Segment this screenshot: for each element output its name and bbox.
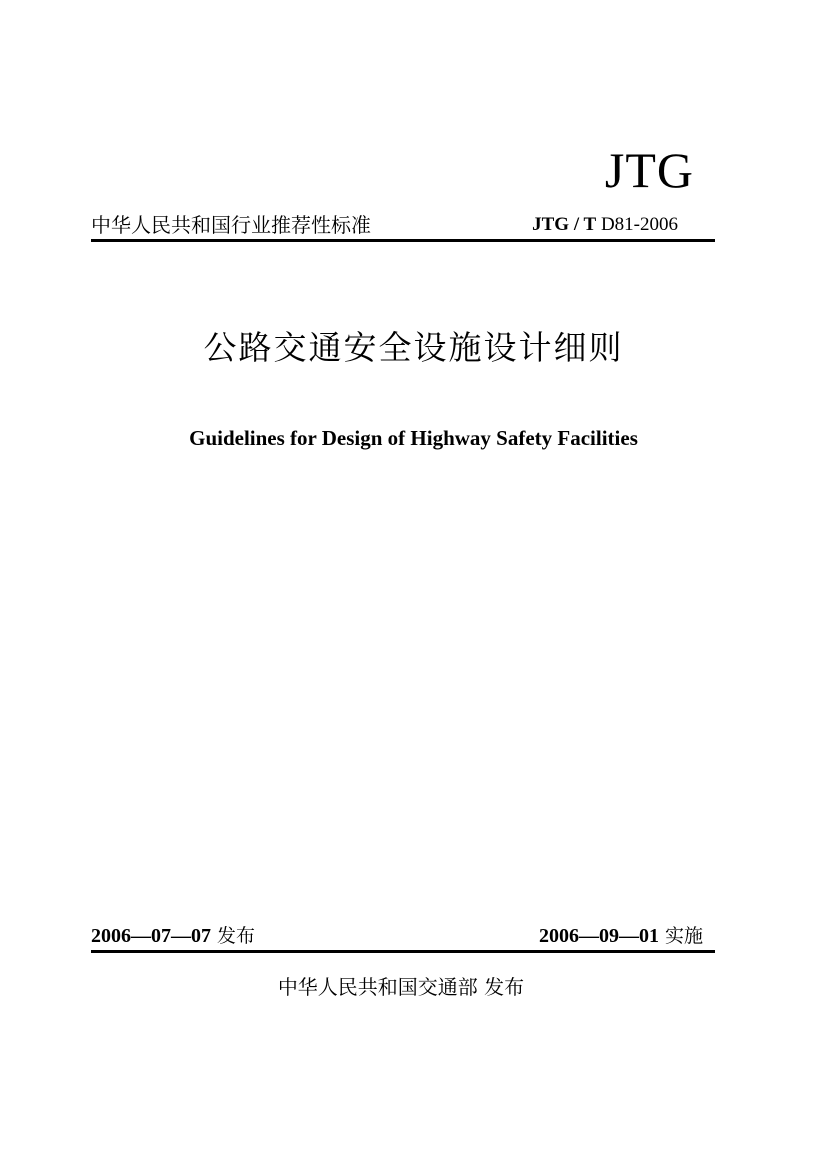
effective-date-block [539,922,703,950]
issue-date-block [91,922,255,950]
issue-date: 2006—07—07 [91,925,211,947]
effective-label: 实施 [664,925,703,947]
standard-category: 中华人民共和国行业推荐性标准 [91,213,371,237]
publisher-line: 中华人民共和国交通部 发布 [277,975,525,999]
standard-code-prefix: JTG / T [532,214,597,235]
document-title-chinese: 公路交通安全设施设计细则 [203,328,624,367]
issue-label: 发布 [217,925,256,947]
dates-row [91,922,715,950]
standard-info-row [91,211,714,239]
series-mark: JTG [604,142,694,198]
effective-date: 2006—09—01 [538,925,659,947]
header-divider [91,239,715,242]
standard-code-number: D81-2006 [596,214,678,235]
standard-code [532,211,678,239]
document-title-english: Guidelines for Design of Highway Safety Facilities [189,426,638,450]
footer-divider [91,950,715,953]
